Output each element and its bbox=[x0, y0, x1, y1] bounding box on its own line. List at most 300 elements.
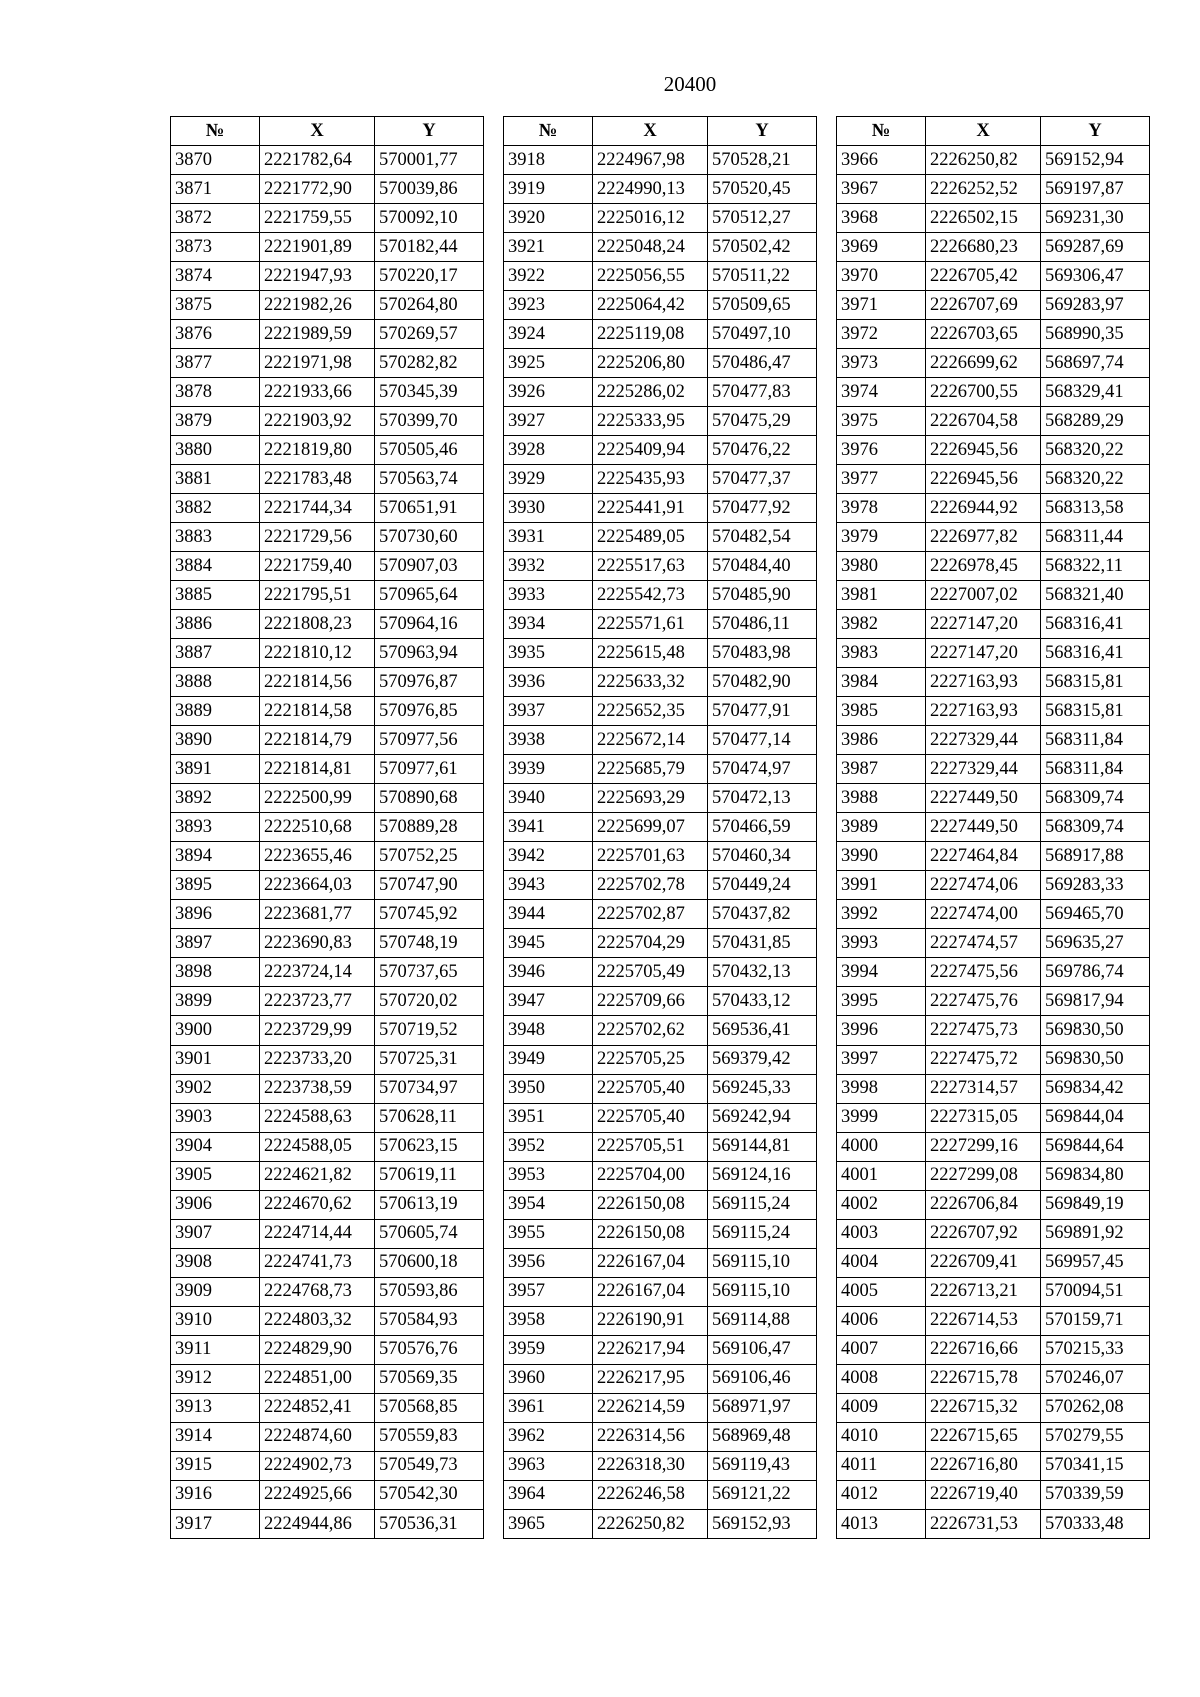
table-row bbox=[837, 1045, 1150, 1074]
table-row bbox=[837, 929, 1150, 958]
cell-number: 3871 bbox=[171, 175, 260, 204]
table-row bbox=[837, 813, 1150, 842]
table-row bbox=[504, 262, 817, 291]
table-row bbox=[171, 204, 484, 233]
cell-x: 2221729,56 bbox=[260, 523, 375, 552]
cell-x: 2222500,99 bbox=[260, 784, 375, 813]
cell-y: 570737,65 bbox=[375, 958, 484, 987]
table-row bbox=[171, 1074, 484, 1103]
cell-y: 570399,70 bbox=[375, 407, 484, 436]
cell-number: 3916 bbox=[171, 1480, 260, 1509]
cell-x: 2224588,63 bbox=[260, 1103, 375, 1132]
cell-number: 3936 bbox=[504, 668, 593, 697]
table-row bbox=[171, 175, 484, 204]
table-row bbox=[837, 262, 1150, 291]
table-row bbox=[504, 1190, 817, 1219]
cell-number: 3923 bbox=[504, 291, 593, 320]
cell-x: 2226731,53 bbox=[926, 1509, 1041, 1538]
cell-y: 570094,51 bbox=[1041, 1277, 1150, 1306]
cell-x: 2226252,52 bbox=[926, 175, 1041, 204]
cell-x: 2224944,86 bbox=[260, 1509, 375, 1538]
cell-y: 570264,80 bbox=[375, 291, 484, 320]
cell-number: 3950 bbox=[504, 1074, 593, 1103]
cell-number: 3935 bbox=[504, 639, 593, 668]
cell-x: 2225571,61 bbox=[593, 610, 708, 639]
cell-x: 2224851,00 bbox=[260, 1364, 375, 1393]
cell-number: 3924 bbox=[504, 320, 593, 349]
table-row bbox=[504, 1219, 817, 1248]
table-row bbox=[837, 900, 1150, 929]
cell-y: 569834,42 bbox=[1041, 1074, 1150, 1103]
cell-number: 3921 bbox=[504, 233, 593, 262]
cell-x: 2227314,57 bbox=[926, 1074, 1041, 1103]
cell-x: 2225489,05 bbox=[593, 523, 708, 552]
cell-x: 2225119,08 bbox=[593, 320, 708, 349]
cell-y: 570536,31 bbox=[375, 1509, 484, 1538]
cell-number: 3974 bbox=[837, 378, 926, 407]
cell-x: 2221901,89 bbox=[260, 233, 375, 262]
cell-y: 569786,74 bbox=[1041, 958, 1150, 987]
cell-number: 3877 bbox=[171, 349, 260, 378]
table-row bbox=[171, 871, 484, 900]
cell-x: 2225633,32 bbox=[593, 668, 708, 697]
table-row bbox=[171, 581, 484, 610]
cell-number: 3968 bbox=[837, 204, 926, 233]
cell-x: 2225705,40 bbox=[593, 1074, 708, 1103]
cell-number: 3885 bbox=[171, 581, 260, 610]
cell-x: 2225016,12 bbox=[593, 204, 708, 233]
cell-x: 2225704,29 bbox=[593, 929, 708, 958]
cell-number: 3902 bbox=[171, 1074, 260, 1103]
cell-x: 2227474,06 bbox=[926, 871, 1041, 900]
cell-x: 2222510,68 bbox=[260, 813, 375, 842]
cell-y: 570977,56 bbox=[375, 726, 484, 755]
cell-x: 2227147,20 bbox=[926, 639, 1041, 668]
cell-number: 3939 bbox=[504, 755, 593, 784]
cell-x: 2226214,59 bbox=[593, 1393, 708, 1422]
cell-y: 570549,73 bbox=[375, 1451, 484, 1480]
cell-x: 2226977,82 bbox=[926, 523, 1041, 552]
cell-y: 570747,90 bbox=[375, 871, 484, 900]
cell-number: 3931 bbox=[504, 523, 593, 552]
cell-y: 570907,03 bbox=[375, 552, 484, 581]
cell-y: 569830,50 bbox=[1041, 1045, 1150, 1074]
cell-y: 570502,42 bbox=[708, 233, 817, 262]
cell-number: 3944 bbox=[504, 900, 593, 929]
cell-number: 3882 bbox=[171, 494, 260, 523]
cell-x: 2221814,56 bbox=[260, 668, 375, 697]
cell-y: 570600,18 bbox=[375, 1248, 484, 1277]
cell-number: 3915 bbox=[171, 1451, 260, 1480]
cell-y: 570964,16 bbox=[375, 610, 484, 639]
cell-y: 569379,42 bbox=[708, 1045, 817, 1074]
cell-x: 2225056,55 bbox=[593, 262, 708, 291]
cell-x: 2225409,94 bbox=[593, 436, 708, 465]
cell-x: 2226700,55 bbox=[926, 378, 1041, 407]
cell-y: 570593,86 bbox=[375, 1277, 484, 1306]
cell-x: 2227475,56 bbox=[926, 958, 1041, 987]
cell-number: 3958 bbox=[504, 1306, 593, 1335]
cell-y: 570623,15 bbox=[375, 1132, 484, 1161]
table-row bbox=[504, 871, 817, 900]
table-row bbox=[837, 871, 1150, 900]
cell-number: 4003 bbox=[837, 1219, 926, 1248]
cell-number: 3967 bbox=[837, 175, 926, 204]
table-row bbox=[171, 726, 484, 755]
table-row bbox=[837, 378, 1150, 407]
cell-number: 3995 bbox=[837, 987, 926, 1016]
cell-y: 570511,22 bbox=[708, 262, 817, 291]
cell-y: 570752,25 bbox=[375, 842, 484, 871]
cell-x: 2226314,56 bbox=[593, 1422, 708, 1451]
cell-number: 3927 bbox=[504, 407, 593, 436]
cell-number: 3940 bbox=[504, 784, 593, 813]
cell-number: 3964 bbox=[504, 1480, 593, 1509]
table-row bbox=[504, 1335, 817, 1364]
table-row bbox=[171, 1103, 484, 1132]
table-row bbox=[504, 465, 817, 494]
cell-y: 570486,47 bbox=[708, 349, 817, 378]
cell-y: 568315,81 bbox=[1041, 697, 1150, 726]
cell-number: 3965 bbox=[504, 1509, 593, 1538]
table-row bbox=[171, 552, 484, 581]
cell-x: 2226502,15 bbox=[926, 204, 1041, 233]
table-row bbox=[837, 668, 1150, 697]
cell-number: 4010 bbox=[837, 1422, 926, 1451]
cell-y: 569844,64 bbox=[1041, 1132, 1150, 1161]
table-row bbox=[171, 784, 484, 813]
table-row bbox=[171, 639, 484, 668]
cell-number: 3890 bbox=[171, 726, 260, 755]
table-row bbox=[171, 349, 484, 378]
cell-x: 2227299,08 bbox=[926, 1161, 1041, 1190]
table-row bbox=[171, 697, 484, 726]
table-row bbox=[171, 1509, 484, 1538]
table-row bbox=[171, 1480, 484, 1509]
cell-y: 569849,19 bbox=[1041, 1190, 1150, 1219]
cell-x: 2223655,46 bbox=[260, 842, 375, 871]
table-row bbox=[504, 784, 817, 813]
table-row bbox=[837, 523, 1150, 552]
cell-y: 568990,35 bbox=[1041, 320, 1150, 349]
cell-y: 570431,85 bbox=[708, 929, 817, 958]
cell-x: 2226715,32 bbox=[926, 1393, 1041, 1422]
table-row bbox=[171, 1393, 484, 1422]
cell-x: 2221783,48 bbox=[260, 465, 375, 494]
cell-y: 569114,88 bbox=[708, 1306, 817, 1335]
cell-number: 3904 bbox=[171, 1132, 260, 1161]
cell-y: 569242,94 bbox=[708, 1103, 817, 1132]
cell-number: 3888 bbox=[171, 668, 260, 697]
table-row bbox=[171, 378, 484, 407]
table-row bbox=[837, 697, 1150, 726]
cell-x: 2226707,92 bbox=[926, 1219, 1041, 1248]
cell-number: 3966 bbox=[837, 146, 926, 175]
cell-y: 570484,40 bbox=[708, 552, 817, 581]
cell-x: 2226190,91 bbox=[593, 1306, 708, 1335]
cell-x: 2224852,41 bbox=[260, 1393, 375, 1422]
cell-number: 3895 bbox=[171, 871, 260, 900]
table-row bbox=[504, 407, 817, 436]
table-row bbox=[837, 1364, 1150, 1393]
table-row bbox=[171, 610, 484, 639]
table-row bbox=[504, 755, 817, 784]
cell-number: 3961 bbox=[504, 1393, 593, 1422]
cell-y: 570486,11 bbox=[708, 610, 817, 639]
cell-y: 569119,43 bbox=[708, 1451, 817, 1480]
cell-number: 3952 bbox=[504, 1132, 593, 1161]
cell-y: 569283,97 bbox=[1041, 291, 1150, 320]
cell-y: 570215,33 bbox=[1041, 1335, 1150, 1364]
cell-number: 4002 bbox=[837, 1190, 926, 1219]
cell-number: 3934 bbox=[504, 610, 593, 639]
table-row bbox=[171, 233, 484, 262]
table-row bbox=[171, 146, 484, 175]
cell-number: 4005 bbox=[837, 1277, 926, 1306]
cell-number: 3949 bbox=[504, 1045, 593, 1074]
table-header-row bbox=[171, 117, 484, 146]
cell-y: 568969,48 bbox=[708, 1422, 817, 1451]
table-row bbox=[171, 1045, 484, 1074]
cell-number: 3933 bbox=[504, 581, 593, 610]
cell-y: 570182,44 bbox=[375, 233, 484, 262]
cell-y: 570262,08 bbox=[1041, 1393, 1150, 1422]
cell-y: 569834,80 bbox=[1041, 1161, 1150, 1190]
cell-x: 2226699,62 bbox=[926, 349, 1041, 378]
cell-y: 570345,39 bbox=[375, 378, 484, 407]
cell-number: 3880 bbox=[171, 436, 260, 465]
cell-number: 3976 bbox=[837, 436, 926, 465]
cell-number: 3870 bbox=[171, 146, 260, 175]
cell-y: 569106,46 bbox=[708, 1364, 817, 1393]
cell-number: 3878 bbox=[171, 378, 260, 407]
table-row bbox=[504, 1161, 817, 1190]
table-row bbox=[837, 465, 1150, 494]
cell-number: 3971 bbox=[837, 291, 926, 320]
cell-x: 2221814,81 bbox=[260, 755, 375, 784]
cell-number: 3893 bbox=[171, 813, 260, 842]
cell-y: 570246,07 bbox=[1041, 1364, 1150, 1393]
cell-x: 2226715,78 bbox=[926, 1364, 1041, 1393]
cell-y: 568971,97 bbox=[708, 1393, 817, 1422]
table-row bbox=[504, 1393, 817, 1422]
cell-y: 570477,14 bbox=[708, 726, 817, 755]
cell-number: 3993 bbox=[837, 929, 926, 958]
cell-number: 3981 bbox=[837, 581, 926, 610]
table-row bbox=[837, 1161, 1150, 1190]
cell-y: 568316,41 bbox=[1041, 639, 1150, 668]
cell-x: 2225048,24 bbox=[593, 233, 708, 262]
cell-number: 3919 bbox=[504, 175, 593, 204]
cell-y: 570477,91 bbox=[708, 697, 817, 726]
cell-number: 3920 bbox=[504, 204, 593, 233]
cell-number: 3987 bbox=[837, 755, 926, 784]
cell-y: 569115,24 bbox=[708, 1219, 817, 1248]
cell-y: 570613,19 bbox=[375, 1190, 484, 1219]
cell-y: 570976,87 bbox=[375, 668, 484, 697]
table-row bbox=[837, 726, 1150, 755]
cell-number: 4013 bbox=[837, 1509, 926, 1538]
cell-x: 2226707,69 bbox=[926, 291, 1041, 320]
table-row bbox=[837, 784, 1150, 813]
cell-x: 2221989,59 bbox=[260, 320, 375, 349]
table-row bbox=[837, 610, 1150, 639]
cell-number: 3998 bbox=[837, 1074, 926, 1103]
cell-y: 569306,47 bbox=[1041, 262, 1150, 291]
table-row bbox=[171, 320, 484, 349]
table-row bbox=[504, 1016, 817, 1045]
cell-x: 2221759,55 bbox=[260, 204, 375, 233]
table-row bbox=[171, 755, 484, 784]
table-row bbox=[837, 1422, 1150, 1451]
table-row bbox=[837, 204, 1150, 233]
table-row bbox=[837, 958, 1150, 987]
cell-y: 569844,04 bbox=[1041, 1103, 1150, 1132]
table-row bbox=[837, 1219, 1150, 1248]
cell-y: 570976,85 bbox=[375, 697, 484, 726]
cell-y: 570483,98 bbox=[708, 639, 817, 668]
cell-number: 3899 bbox=[171, 987, 260, 1016]
cell-x: 2225652,35 bbox=[593, 697, 708, 726]
cell-y: 570559,83 bbox=[375, 1422, 484, 1451]
cell-y: 570730,60 bbox=[375, 523, 484, 552]
cell-number: 3918 bbox=[504, 146, 593, 175]
cell-number: 3969 bbox=[837, 233, 926, 262]
cell-x: 2223729,99 bbox=[260, 1016, 375, 1045]
cell-number: 3943 bbox=[504, 871, 593, 900]
cell-x: 2225693,29 bbox=[593, 784, 708, 813]
table-row bbox=[504, 610, 817, 639]
table-row bbox=[504, 1509, 817, 1538]
cell-y: 568309,74 bbox=[1041, 813, 1150, 842]
cell-number: 3979 bbox=[837, 523, 926, 552]
table-row bbox=[171, 1306, 484, 1335]
cell-y: 570220,17 bbox=[375, 262, 484, 291]
cell-y: 569891,92 bbox=[1041, 1219, 1150, 1248]
table-row bbox=[837, 639, 1150, 668]
cell-y: 569231,30 bbox=[1041, 204, 1150, 233]
cell-x: 2226250,82 bbox=[926, 146, 1041, 175]
cell-number: 3905 bbox=[171, 1161, 260, 1190]
cell-x: 2221947,93 bbox=[260, 262, 375, 291]
table-row bbox=[837, 755, 1150, 784]
cell-y: 570651,91 bbox=[375, 494, 484, 523]
cell-number: 3948 bbox=[504, 1016, 593, 1045]
table-row bbox=[504, 1422, 817, 1451]
cell-x: 2226945,56 bbox=[926, 465, 1041, 494]
cell-y: 570568,85 bbox=[375, 1393, 484, 1422]
cell-y: 570092,10 bbox=[375, 204, 484, 233]
cell-number: 3980 bbox=[837, 552, 926, 581]
cell-number: 3953 bbox=[504, 1161, 593, 1190]
cell-number: 3947 bbox=[504, 987, 593, 1016]
cell-y: 570269,57 bbox=[375, 320, 484, 349]
cell-number: 3872 bbox=[171, 204, 260, 233]
cell-y: 569124,16 bbox=[708, 1161, 817, 1190]
cell-x: 2226714,53 bbox=[926, 1306, 1041, 1335]
cell-x: 2225704,00 bbox=[593, 1161, 708, 1190]
table-header-row bbox=[504, 117, 817, 146]
table-row bbox=[837, 1190, 1150, 1219]
cell-x: 2224925,66 bbox=[260, 1480, 375, 1509]
table-row bbox=[171, 523, 484, 552]
cell-y: 570341,15 bbox=[1041, 1451, 1150, 1480]
cell-x: 2221795,51 bbox=[260, 581, 375, 610]
cell-y: 570279,55 bbox=[1041, 1422, 1150, 1451]
cell-x: 2225064,42 bbox=[593, 291, 708, 320]
table-row bbox=[171, 1248, 484, 1277]
cell-y: 568313,58 bbox=[1041, 494, 1150, 523]
cell-x: 2225206,80 bbox=[593, 349, 708, 378]
column-header-y: Y bbox=[708, 117, 817, 146]
cell-x: 2224621,82 bbox=[260, 1161, 375, 1190]
cell-x: 2226716,66 bbox=[926, 1335, 1041, 1364]
cell-x: 2226705,42 bbox=[926, 262, 1041, 291]
page-number: 20400 bbox=[663, 72, 717, 96]
cell-y: 570433,12 bbox=[708, 987, 817, 1016]
cell-number: 3889 bbox=[171, 697, 260, 726]
cell-number: 3900 bbox=[171, 1016, 260, 1045]
cell-x: 2224874,60 bbox=[260, 1422, 375, 1451]
cell-number: 3986 bbox=[837, 726, 926, 755]
column-header-x: X bbox=[593, 117, 708, 146]
cell-y: 569115,10 bbox=[708, 1248, 817, 1277]
cell-number: 3942 bbox=[504, 842, 593, 871]
cell-number: 3881 bbox=[171, 465, 260, 494]
cell-number: 3894 bbox=[171, 842, 260, 871]
coordinates-table bbox=[170, 116, 484, 1539]
cell-x: 2225702,78 bbox=[593, 871, 708, 900]
cell-number: 3937 bbox=[504, 697, 593, 726]
cell-number: 3957 bbox=[504, 1277, 593, 1306]
cell-number: 3873 bbox=[171, 233, 260, 262]
cell-number: 3945 bbox=[504, 929, 593, 958]
cell-x: 2221933,66 bbox=[260, 378, 375, 407]
cell-x: 2224967,98 bbox=[593, 146, 708, 175]
table-row bbox=[504, 726, 817, 755]
cell-y: 568309,74 bbox=[1041, 784, 1150, 813]
cell-x: 2226706,84 bbox=[926, 1190, 1041, 1219]
cell-y: 569465,70 bbox=[1041, 900, 1150, 929]
cell-x: 2225286,02 bbox=[593, 378, 708, 407]
table-row bbox=[504, 639, 817, 668]
cell-y: 569197,87 bbox=[1041, 175, 1150, 204]
cell-x: 2224990,13 bbox=[593, 175, 708, 204]
cell-x: 2227329,44 bbox=[926, 755, 1041, 784]
cell-x: 2226150,08 bbox=[593, 1190, 708, 1219]
table-row bbox=[504, 1045, 817, 1074]
cell-x: 2221814,58 bbox=[260, 697, 375, 726]
table-row bbox=[504, 1277, 817, 1306]
cell-number: 3978 bbox=[837, 494, 926, 523]
cell-x: 2221772,90 bbox=[260, 175, 375, 204]
cell-x: 2227475,72 bbox=[926, 1045, 1041, 1074]
cell-y: 569106,47 bbox=[708, 1335, 817, 1364]
table-row bbox=[837, 1393, 1150, 1422]
cell-y: 570528,21 bbox=[708, 146, 817, 175]
cell-number: 3897 bbox=[171, 929, 260, 958]
cell-y: 570339,59 bbox=[1041, 1480, 1150, 1509]
cell-number: 3962 bbox=[504, 1422, 593, 1451]
cell-x: 2226250,82 bbox=[593, 1509, 708, 1538]
table-row bbox=[504, 1132, 817, 1161]
cell-y: 570472,13 bbox=[708, 784, 817, 813]
cell-y: 570963,94 bbox=[375, 639, 484, 668]
cell-x: 2225705,25 bbox=[593, 1045, 708, 1074]
cell-x: 2224714,44 bbox=[260, 1219, 375, 1248]
table-row bbox=[171, 1335, 484, 1364]
cell-x: 2225685,79 bbox=[593, 755, 708, 784]
